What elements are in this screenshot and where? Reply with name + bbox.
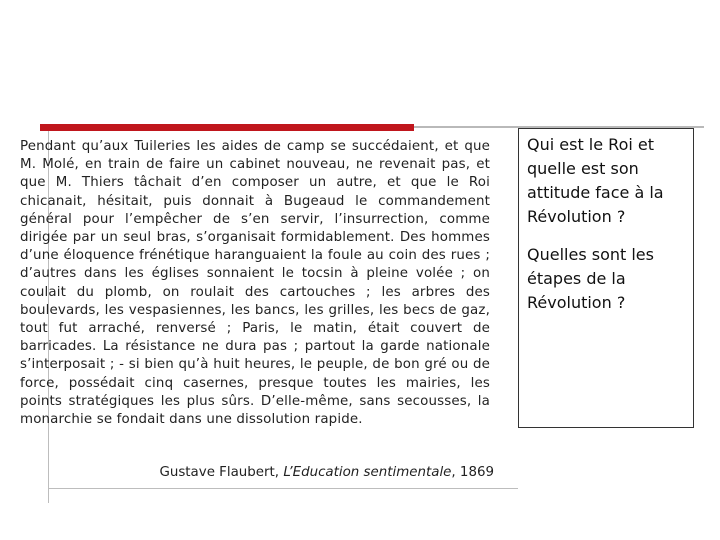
header-accent-bar	[40, 124, 414, 131]
credit-year: , 1869	[451, 465, 494, 480]
source-credit	[20, 464, 494, 482]
source-text: Pendant qu’aux Tuileries les aides de camp se succédaient, et que M. Molé, en train de faire un cabinet nouveau, ne revenait pas, et que M. Thiers tâchait d’en composer un autre, et que le Roi chicanait, hésitait, puis donnait à Bugeaud le commandement général pour l’empêcher de s’en servir, l’insurrection, comme dirigée par un seul bras, s’organisait formidablement. Des hommes d’une éloquence frénétique haranguaient la foule au coin des rues ; d’autres dans les églises sonnaient le tocsin à pleine volée ; on coulait du plomb, on roulait des cartouches ; les arbres des boulevards, les vespasiennes, les bancs, les grilles, les becs de gaz, tout fut arraché, renversé ; Paris, le matin, était couvert de barricades. La résistance ne dura pas ; partout la garde nationale s’interposait ; - si bien qu’à huit heures, le peuple, de bon gré ou de force, possédait cinq casernes, presque toutes les mairies, les points stratégiques les plus sûrs. D’elle-même, sans secousses, la monarchie se fondait dans une dissolution rapide.	[20, 139, 490, 428]
credit-work-title: L’Education sentimentale	[283, 465, 452, 480]
credit-author: Gustave Flaubert,	[159, 465, 284, 480]
bottom-rule	[48, 488, 518, 489]
question-2: Quelles sont les étapes de la Révolution ?	[527, 245, 654, 312]
questions-box	[518, 128, 694, 428]
question-1: Qui est le Roi et quelle est son attitude face à la Révolution ?	[527, 135, 664, 226]
